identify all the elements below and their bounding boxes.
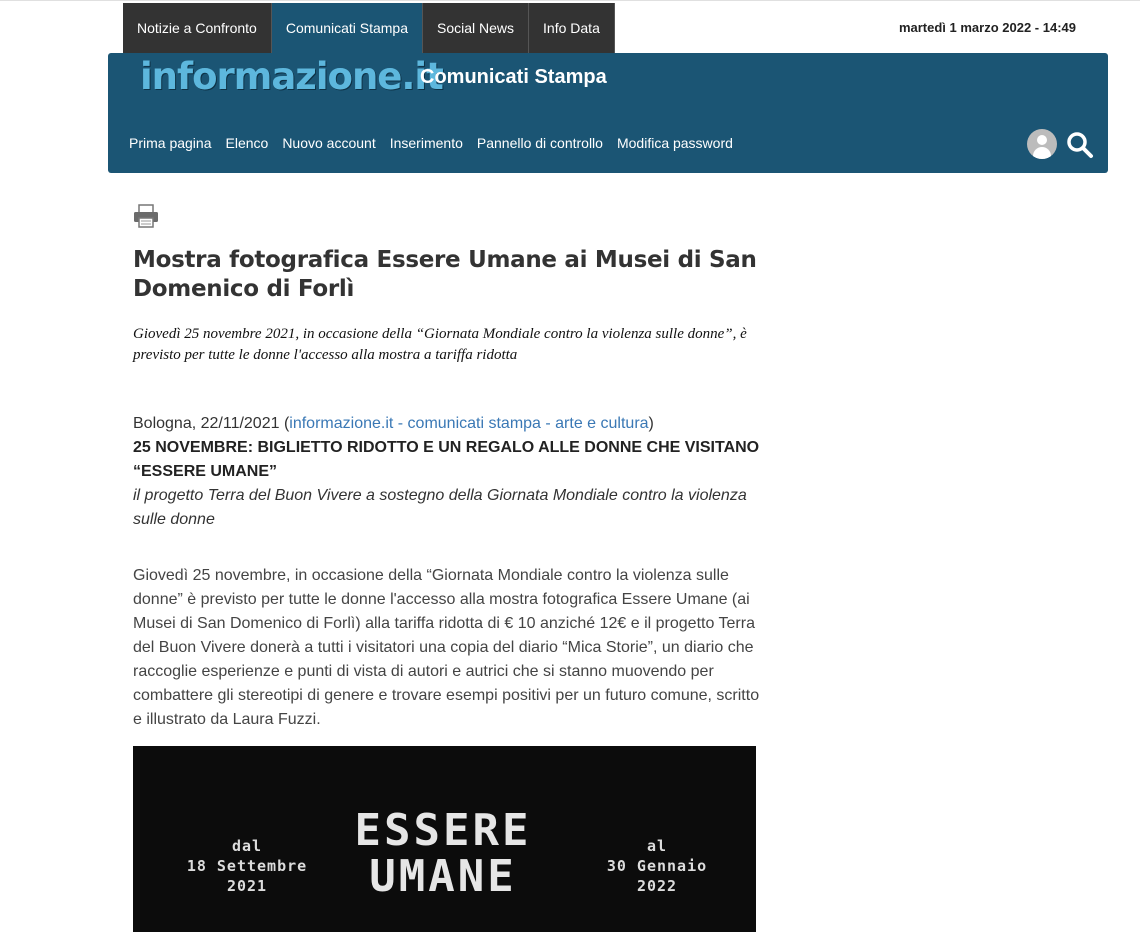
poster-title-line2: UMANE — [369, 851, 517, 902]
source-link[interactable]: informazione.it - comunicati stampa - arte e cultura — [289, 415, 649, 432]
user-icon[interactable] — [1027, 129, 1057, 159]
article-lead: il progetto Terra del Buon Vivere a sostegno della Giornata Mondiale contro la violenza sulle donne — [133, 487, 747, 528]
article-headline: 25 NOVEMBRE: BIGLIETTO RIDOTTO E UN REGALO ALLE DONNE CHE VISITANO “ESSERE UMANE” — [133, 439, 760, 480]
poster-al: al — [646, 837, 668, 855]
paren-open: ( — [283, 415, 290, 432]
exhibition-poster — [133, 746, 756, 932]
nav-inserimento[interactable]: Inserimento — [389, 135, 463, 151]
site-logo[interactable]: informazione.it — [140, 55, 443, 98]
nav-pannello-di-controllo[interactable]: Pannello di controllo — [476, 135, 603, 151]
top-tabs — [123, 3, 615, 53]
nav-nuovo-account[interactable]: Nuovo account — [282, 135, 376, 151]
site-header — [108, 53, 1108, 173]
poster-end-year: 2022 — [636, 877, 678, 895]
article-subtitle: Giovedì 25 novembre 2021, in occasione della “Giornata Mondiale contro la violenza sulle donne”, è previsto per tutte le donne l'accesso alla mostra a tariffa ridotta — [133, 326, 747, 363]
poster-end-date — [587, 836, 727, 896]
print-icon[interactable] — [133, 203, 159, 229]
nav-prima-pagina[interactable]: Prima pagina — [129, 135, 212, 151]
current-datetime: martedì 1 marzo 2022 - 14:49 — [898, 20, 1076, 35]
main-nav — [129, 135, 733, 151]
poster-start-year: 2021 — [226, 877, 268, 895]
poster-start-day: 18 Settembre — [186, 857, 308, 875]
article-byline — [133, 412, 763, 532]
tab-social-news[interactable]: Social News — [423, 3, 529, 53]
article-body: Giovedì 25 novembre, in occasione della “Giornata Mondiale contro la violenza sulle donne” è previsto per tutte le donne l'accesso alla mostra fotografica Essere Umane (ai Musei di San Domenico di Forlì) alla tariffa ridotta di € 10 anziché 12€ e il progetto Terra del Buon Vivere donerà a tutti i visitatori una copia del diario “Mica Storie”, un diario che raccoglie esperienze e punti di vista di autori e autrici che si stanno muovendo per combattere gli stereotipi di genere e trovare esempi positivi per un futuro comune, scritto e illustrato da Laura Fuzzi. — [133, 567, 760, 728]
search-icon[interactable] — [1065, 130, 1095, 160]
tab-notizie-a-confronto[interactable]: Notizie a Confronto — [123, 3, 272, 53]
article-title: Mostra fotografica Essere Umane ai Musei di San Domenico di Forlì — [133, 247, 757, 302]
user-icon-body — [1033, 147, 1051, 159]
user-icon-head — [1037, 135, 1047, 145]
nav-modifica-password[interactable]: Modifica password — [616, 135, 733, 151]
nav-elenco[interactable]: Elenco — [225, 135, 269, 151]
poster-title — [343, 805, 543, 902]
place-date: Bologna, 22/11/2021 — [133, 415, 280, 432]
tab-comunicati-stampa[interactable]: Comunicati Stampa — [272, 3, 423, 53]
tab-info-data[interactable]: Info Data — [529, 3, 615, 53]
poster-dal: dal — [231, 837, 263, 855]
poster-end-day: 30 Gennaio — [606, 857, 708, 875]
poster-start-date — [177, 836, 317, 896]
section-title: Comunicati Stampa — [420, 66, 607, 88]
paren-close: ) — [648, 415, 654, 432]
article-header — [133, 246, 763, 366]
poster-title-line1: ESSERE — [354, 805, 532, 856]
